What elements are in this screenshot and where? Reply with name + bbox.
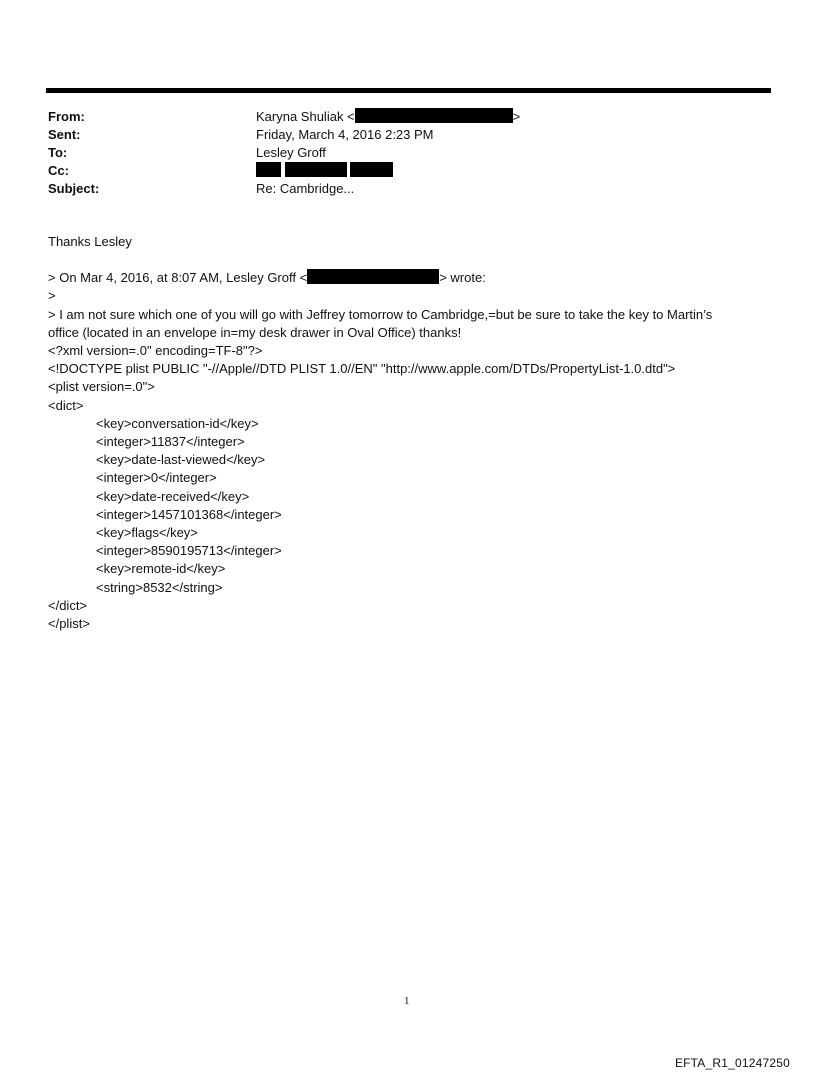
dict-line: <integer>11837</integer>: [96, 434, 245, 450]
closing-line: </plist>: [48, 616, 90, 632]
dict-line: <integer>1457101368</integer>: [96, 506, 282, 522]
subject-label: Subject:: [48, 181, 100, 196]
cc-value: [256, 162, 393, 180]
cc-label: Cc:: [48, 163, 69, 178]
closing-line: </dict>: [48, 597, 88, 613]
xml-line: <plist version=.0">: [48, 379, 155, 395]
quote-line: office (located in an envelope in=my desk drawer in Oval Office) thanks!: [48, 324, 462, 340]
sent-label: Sent:: [48, 127, 81, 142]
dict-line: <key>flags</key>: [96, 525, 198, 541]
xml-line: <dict>: [48, 397, 84, 413]
subject-value: Re: Cambridge...: [256, 181, 355, 196]
to-label: To:: [48, 145, 68, 160]
from-close: >: [512, 109, 521, 124]
dict-line: <key>conversation-id</key>: [96, 415, 259, 431]
quote-intro: [48, 269, 768, 287]
redaction-box: [256, 162, 281, 177]
dict-line: <key>remote-id</key>: [96, 561, 226, 577]
quote-line: > I am not sure which one of you will go with Jeffrey tomorrow to Cambridge,=but be sure to take the key to Martin’s: [48, 306, 713, 322]
dict-line: <string>8532</string>: [96, 579, 223, 595]
dict-line: <key>date-last-viewed</key>: [96, 452, 266, 468]
header-rule: [46, 88, 771, 93]
redaction-box: [355, 108, 513, 123]
xml-line: <?xml version=.0" encoding=TF-8"?>: [48, 343, 263, 359]
redaction-box: [285, 162, 347, 177]
redaction-box: [307, 269, 439, 284]
quote-blank: >: [48, 288, 56, 304]
quote-intro-end: > wrote:: [439, 270, 486, 286]
quote-intro-start: > On Mar 4, 2016, at 8:07 AM, Lesley Groff <: [48, 270, 308, 286]
greeting: Thanks Lesley: [48, 234, 132, 249]
redaction-box: [350, 162, 393, 177]
from-label: From:: [48, 109, 85, 124]
dict-line: <key>date-received</key>: [96, 488, 250, 504]
blank-line: [48, 251, 768, 269]
to-value: Lesley Groff: [256, 145, 326, 160]
bates-number: EFTA_R1_01247250: [674, 1056, 790, 1070]
xml-line: <!DOCTYPE plist PUBLIC "-//Apple//DTD PLIST 1.0//EN" "http://www.apple.com/DTDs/PropertyList-1.0.dtd">: [48, 361, 676, 377]
from-name: Karyna Shuliak <: [256, 109, 355, 124]
dict-line: <integer>8590195713</integer>: [96, 543, 282, 559]
page-number: 1: [404, 995, 410, 1007]
dict-line: <integer>0</integer>: [96, 470, 217, 486]
from-value: [256, 108, 520, 126]
email-body: [48, 233, 768, 633]
sent-value: Friday, March 4, 2016 2:23 PM: [256, 127, 434, 142]
